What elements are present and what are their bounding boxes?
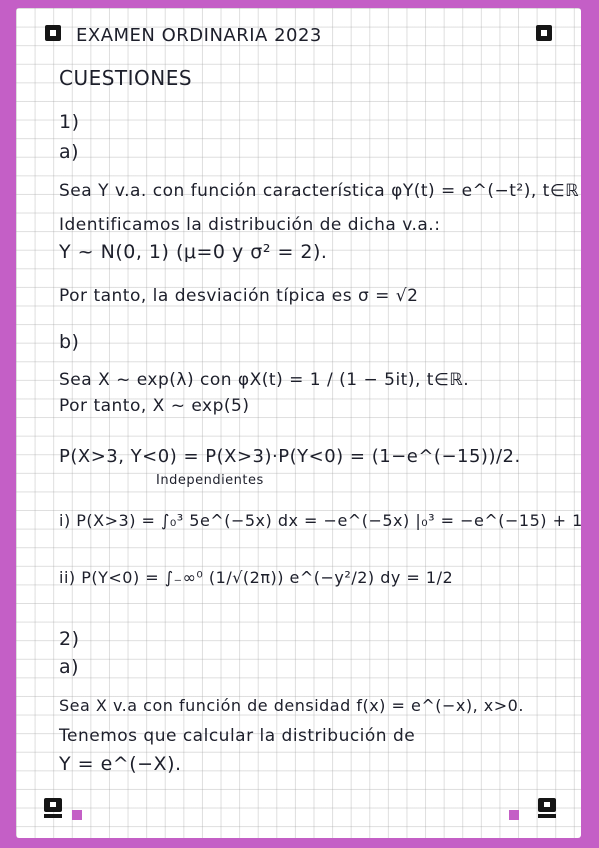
text-line: Por tanto, X ~ exp(5): [59, 396, 250, 416]
question-2a-label: a): [59, 656, 80, 678]
exam-title: EXAMEN ORDINARIA 2023: [76, 25, 322, 46]
question-2-label: 2): [59, 628, 80, 650]
top-right-corner-icon: [536, 25, 552, 41]
bottom-right-corner-icon: [538, 798, 556, 818]
text-line: Por tanto, la desviación típica es σ = √2: [59, 286, 419, 306]
text-line: Sea Y v.a. con función característica φY(t) = e^(−t²), t∈ℝ: [59, 181, 580, 201]
top-left-corner-icon: [45, 25, 61, 41]
text-line: P(X>3, Y<0) = P(X>3)·P(Y<0) = (1−e^(−15))/2.: [59, 446, 521, 467]
bottom-right-pink-square: [509, 810, 519, 820]
question-1b-label: b): [59, 331, 80, 353]
bottom-left-pink-square: [72, 810, 82, 820]
independence-note: Independientes: [156, 473, 264, 488]
text-line: Identificamos la distribución de dicha v.a.:: [59, 215, 441, 235]
question-1-label: 1): [59, 111, 80, 133]
text-line: Sea X ~ exp(λ) con φX(t) = 1 / (1 − 5it), t∈ℝ.: [59, 370, 470, 390]
section-heading: CUESTIONES: [59, 66, 193, 90]
text-line: ii) P(Y<0) = ∫₋∞⁰ (1/√(2π)) e^(−y²/2) dy = 1/2: [59, 568, 454, 587]
text-line: Tenemos que calcular la distribución de: [59, 726, 416, 746]
bottom-left-corner-icon: [44, 798, 62, 818]
text-line: Y ~ N(0, 1) (μ=0 y σ² = 2).: [59, 241, 328, 263]
text-line: Y = e^(−X).: [59, 753, 182, 775]
text-line: i) P(X>3) = ∫₀³ 5e^(−5x) dx = −e^(−5x) |₀³ = −e^(−15) + 1: [59, 511, 583, 530]
question-1a-label: a): [59, 141, 80, 163]
text-line: Sea X v.a con función de densidad f(x) = e^(−x), x>0.: [59, 696, 524, 715]
notebook-page: [16, 8, 581, 838]
